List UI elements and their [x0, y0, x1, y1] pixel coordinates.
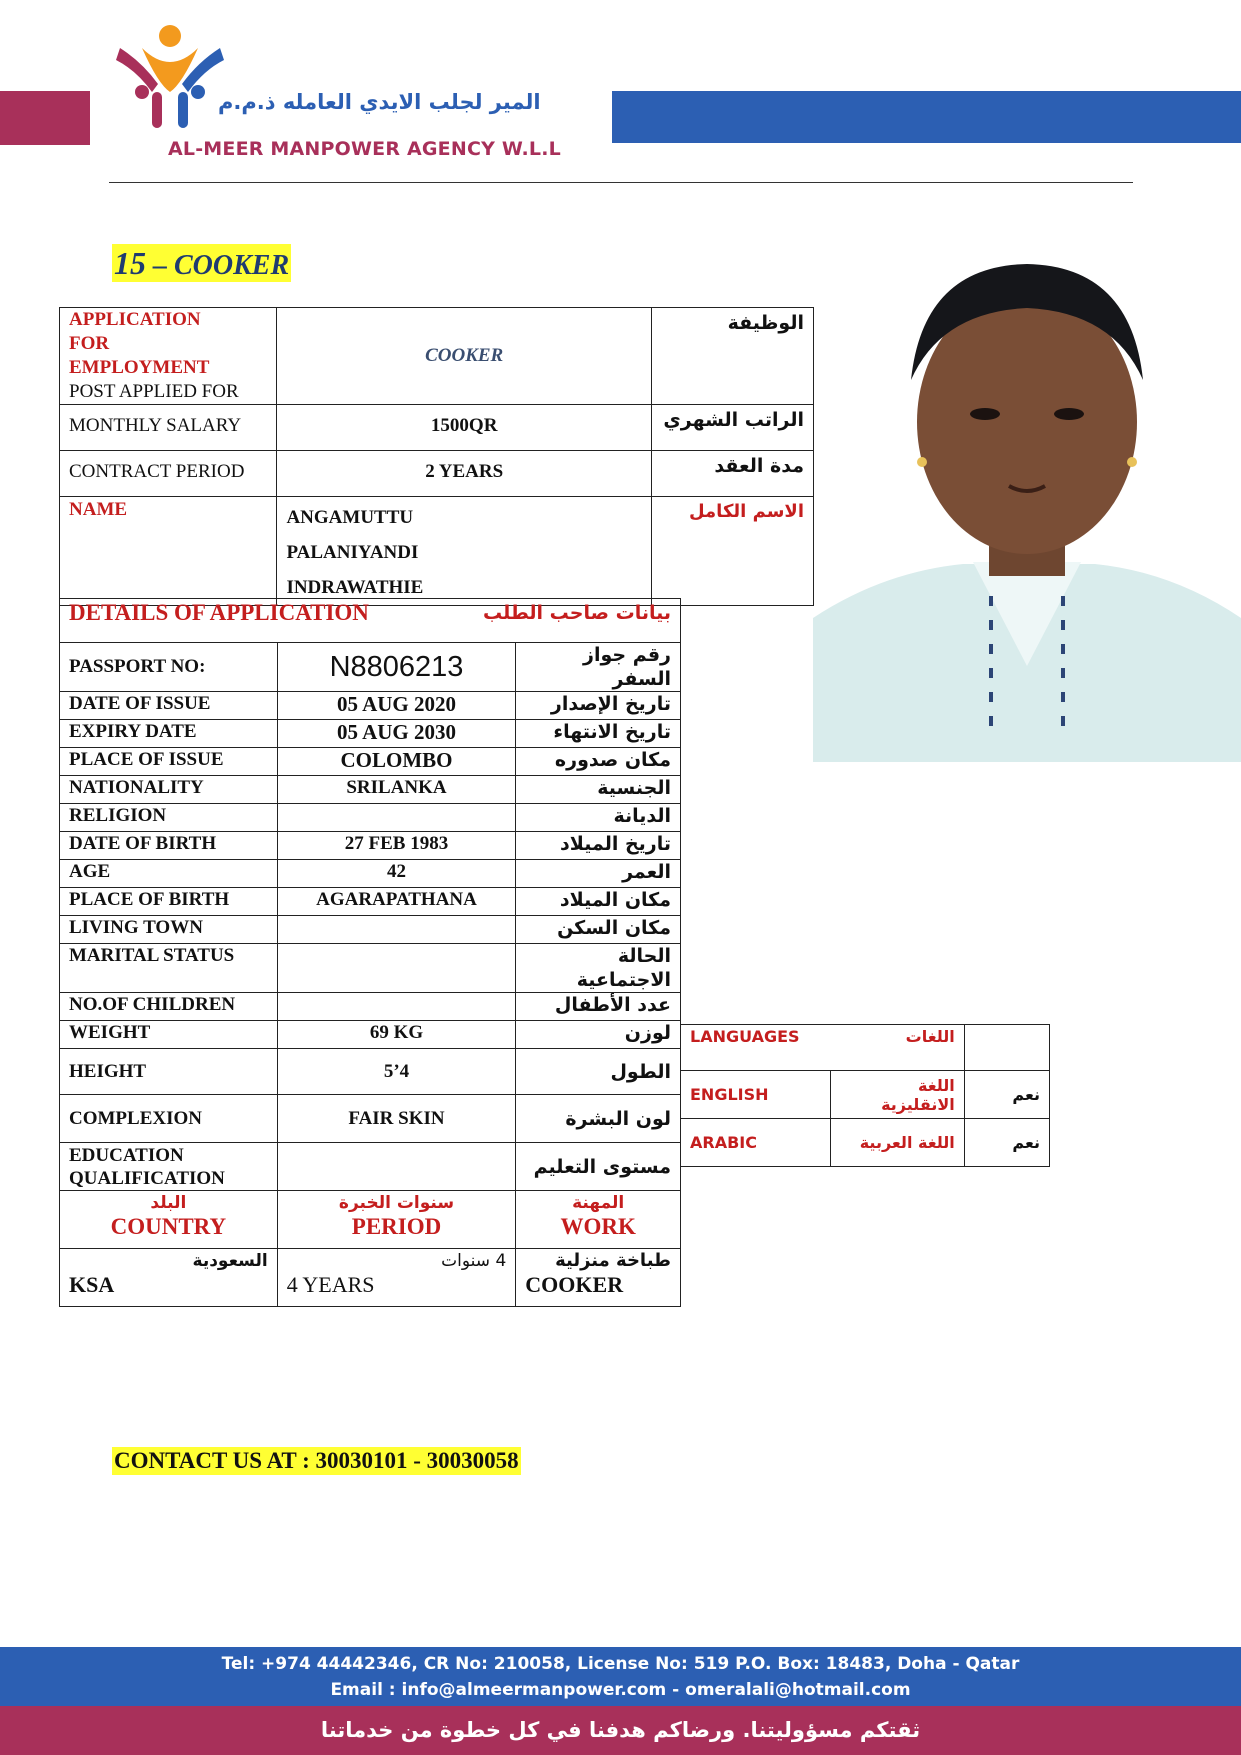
footer-slogan: ثقتكم مسؤوليتنا. ورضاكم هدفنا في كل خطوة من خدماتنا	[0, 1706, 1241, 1755]
name-label-arabic: الاسم الكامل	[651, 497, 813, 606]
country-header	[60, 1191, 278, 1249]
row-arabic-height: الطول	[516, 1049, 681, 1095]
language-arabic-answer: نعم	[964, 1119, 1049, 1167]
experience-period-english: 4 YEARS	[286, 1272, 375, 1297]
row-label-marital: MARITAL STATUS	[60, 944, 278, 993]
header-divider	[109, 182, 1133, 183]
experience-country-arabic: السعودية	[192, 1251, 268, 1271]
row-value-weight: 69 KG	[277, 1021, 516, 1049]
salary-value: 1500QR	[277, 405, 651, 451]
language-row-english	[681, 1071, 1050, 1119]
post-label-sub: POST APPLIED FOR	[69, 381, 239, 402]
application-table	[59, 307, 814, 606]
experience-country	[60, 1249, 278, 1307]
footer-line-2: Email : info@almeermanpower.com - omeralali@hotmail.com	[330, 1680, 911, 1700]
row-label-religion: RELIGION	[60, 804, 278, 832]
row-value-place-issue: COLOMBO	[277, 748, 516, 776]
row-value-dob: 27 FEB 1983	[277, 832, 516, 860]
row-value-education	[277, 1143, 516, 1191]
experience-work-arabic: طباخة منزلية	[555, 1250, 671, 1271]
row-label-height: HEIGHT	[60, 1049, 278, 1095]
work-header-arabic: المهنة	[572, 1193, 625, 1213]
title-number: 15	[114, 245, 146, 281]
work-header-english: WORK	[560, 1214, 636, 1239]
header-accent-bar-right	[612, 91, 1241, 143]
row-label-issue: DATE OF ISSUE	[60, 692, 278, 720]
details-header	[60, 599, 681, 643]
period-header	[277, 1191, 516, 1249]
experience-period-arabic: 4 سنوات	[441, 1251, 507, 1271]
languages-header	[681, 1025, 965, 1071]
work-header	[516, 1191, 681, 1249]
name-line-3: INDRAWATHIE	[286, 577, 424, 598]
languages-title: LANGUAGES	[690, 1027, 800, 1046]
row-value-expiry: 05 AUG 2030	[277, 720, 516, 748]
name-line-2: PALANIYANDI	[286, 542, 419, 563]
row-arabic-issue: تاريخ الإصدار	[516, 692, 681, 720]
row-value-religion	[277, 804, 516, 832]
row-arabic-nationality: الجنسية	[516, 776, 681, 804]
contract-value: 2 YEARS	[277, 451, 651, 497]
agency-logo-icon	[112, 22, 232, 134]
experience-period	[277, 1249, 516, 1307]
languages-header-spacer	[964, 1025, 1049, 1071]
language-arabic-arabic: اللغة العربية	[830, 1119, 964, 1167]
footer-info-bar	[0, 1647, 1241, 1706]
row-label-nationality: NATIONALITY	[60, 776, 278, 804]
row-label-passport: PASSPORT NO:	[60, 643, 278, 692]
name-label: NAME	[60, 497, 277, 606]
languages-table	[680, 1024, 1050, 1167]
language-arabic-name: ARABIC	[681, 1119, 831, 1167]
country-header-arabic: البلد	[150, 1193, 187, 1213]
row-arabic-weight: لوزن	[516, 1021, 681, 1049]
language-english-name: ENGLISH	[681, 1071, 831, 1119]
row-label-education: EDUCATION QUALIFICATION	[60, 1143, 278, 1191]
row-arabic-living-town: مكان السكن	[516, 916, 681, 944]
post-label-line-3: EMPLOYMENT	[69, 357, 210, 378]
row-value-children	[277, 993, 516, 1021]
row-value-place-birth: AGARAPATHANA	[277, 888, 516, 916]
row-label-dob: DATE OF BIRTH	[60, 832, 278, 860]
contract-label-arabic: مدة العقد	[651, 451, 813, 497]
experience-work-english: COOKER	[525, 1272, 624, 1297]
row-value-age: 42	[277, 860, 516, 888]
salary-label-arabic: الراتب الشهري	[651, 405, 813, 451]
details-title-arabic: بيانات صاحب الطلب	[483, 602, 671, 624]
row-value-nationality: SRILANKA	[277, 776, 516, 804]
row-label-living-town: LIVING TOWN	[60, 916, 278, 944]
row-arabic-passport: رقم جواز السفر	[516, 643, 681, 692]
language-english-arabic: اللغة الانقليزية	[830, 1071, 964, 1119]
row-arabic-complexion: لون البشرة	[516, 1095, 681, 1143]
row-arabic-place-issue: مكان صدوره	[516, 748, 681, 776]
row-arabic-place-birth: مكان الميلاد	[516, 888, 681, 916]
country-header-english: COUNTRY	[110, 1214, 227, 1239]
row-label-weight: WEIGHT	[60, 1021, 278, 1049]
row-arabic-marital: الحالة الاجتماعية	[516, 944, 681, 993]
post-value: COOKER	[277, 308, 651, 405]
row-arabic-education: مستوى التعليم	[516, 1143, 681, 1191]
details-title: DETAILS OF APPLICATION	[69, 600, 369, 625]
row-value-marital	[277, 944, 516, 993]
agency-name-arabic: المير لجلب الايدي العامله ذ.م.م	[218, 90, 541, 114]
row-value-height: 5’4	[277, 1049, 516, 1095]
post-label-line-2: FOR	[69, 333, 110, 354]
period-header-english: PERIOD	[351, 1214, 442, 1239]
name-value	[277, 497, 651, 606]
row-label-expiry: EXPIRY DATE	[60, 720, 278, 748]
experience-country-english: KSA	[69, 1272, 115, 1297]
salary-label: MONTHLY SALARY	[60, 405, 277, 451]
row-arabic-religion: الديانة	[516, 804, 681, 832]
row-value-passport: N8806213	[277, 643, 516, 692]
row-arabic-expiry: تاريخ الانتهاء	[516, 720, 681, 748]
post-label-line-1: APPLICATION	[69, 309, 201, 330]
name-line-1: ANGAMUTTU	[286, 507, 414, 528]
row-arabic-age: العمر	[516, 860, 681, 888]
page-title	[112, 244, 291, 282]
title-job: – COOKER	[146, 250, 290, 281]
header-accent-bar-left	[0, 91, 90, 145]
post-label-cell	[60, 308, 277, 405]
contract-label: CONTRACT PERIOD	[60, 451, 277, 497]
row-value-living-town	[277, 916, 516, 944]
language-row-arabic	[681, 1119, 1050, 1167]
footer-line-1: Tel: +974 44442346, CR No: 210058, License No: 519 P.O. Box: 18483, Doha - Qatar	[221, 1654, 1020, 1674]
details-table	[59, 598, 681, 1307]
experience-header-row	[60, 1191, 681, 1249]
row-value-complexion: FAIR SKIN	[277, 1095, 516, 1143]
agency-name-english: AL-MEER MANPOWER AGENCY W.L.L	[168, 138, 561, 160]
period-header-arabic: سنوات الخبرة	[338, 1193, 455, 1213]
row-arabic-dob: تاريخ الميلاد	[516, 832, 681, 860]
row-label-age: AGE	[60, 860, 278, 888]
row-value-issue: 05 AUG 2020	[277, 692, 516, 720]
row-label-complexion: COMPLEXION	[60, 1095, 278, 1143]
contact-line: CONTACT US AT : 30030101 - 30030058	[114, 1448, 519, 1473]
row-arabic-children: عدد الأطفال	[516, 993, 681, 1021]
row-label-place-birth: PLACE OF BIRTH	[60, 888, 278, 916]
row-label-place-issue: PLACE OF ISSUE	[60, 748, 278, 776]
post-label-arabic: الوظيفة	[651, 308, 813, 405]
experience-row	[60, 1249, 681, 1307]
language-english-answer: نعم	[964, 1071, 1049, 1119]
experience-work	[516, 1249, 681, 1307]
languages-title-arabic: اللغات	[905, 1027, 955, 1046]
applicant-photo	[813, 246, 1241, 762]
row-label-children: NO.OF CHILDREN	[60, 993, 278, 1021]
